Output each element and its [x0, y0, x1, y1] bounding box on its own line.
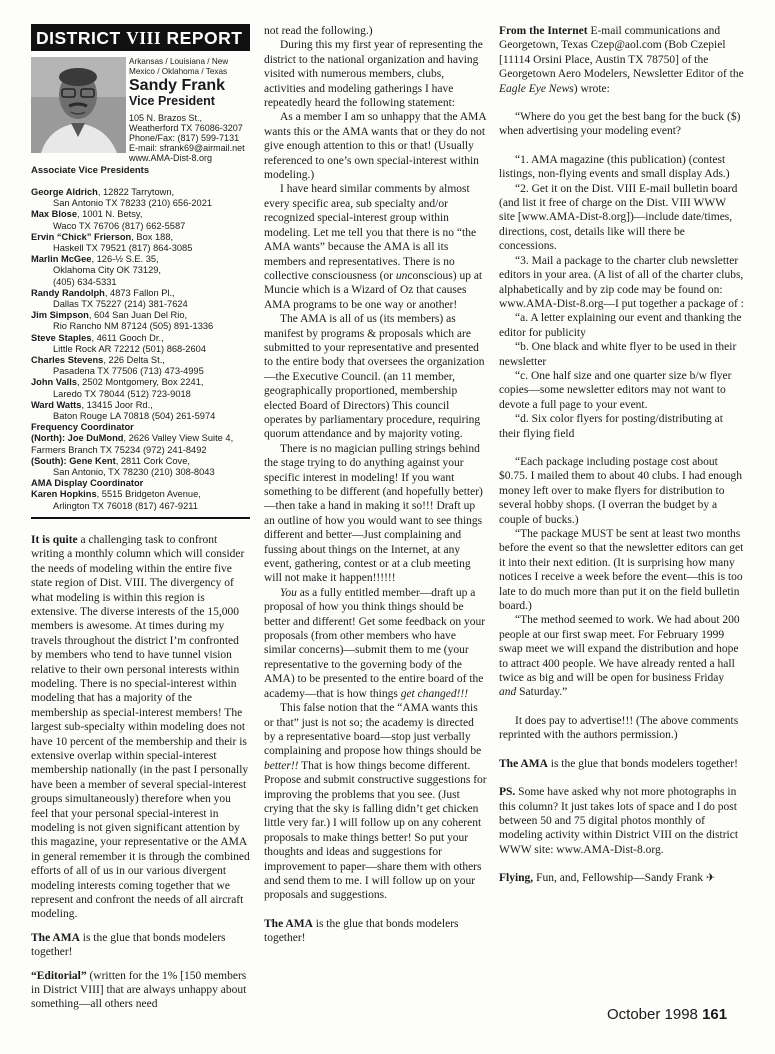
quote-paragraph: “2. Get it on the Dist. VIII E-mail bulletin board (and list it free of charge on the Dist. VIII WWW site [www.AMA-Dist-8.org])—include date/times, directions, cost, details like will there be concessions.: [499, 182, 738, 253]
roster-entry: John Valls, 2502 Montgomery, Box 2241, Laredo TX 78044 (512) 723-9018: [31, 377, 204, 399]
paragraph: I have heard similar comments by almost every specific area, sub specialty and/or recognized special-interest group within modeling. Let me tell you that there is no “the AMA wants” because the AMA is all its members and representatives. There is no collective consciousness (or unconscious) up at Muncie which is a Wizard of Oz that causes AMA programs to be one way or another!: [264, 183, 483, 311]
paragraph: This false notion that the “AMA wants this or that” just is not so; the academy is directed by a representative board—stop just verbally complaining and propose how things should be better!! That is how things become different. Propose and submit constructive suggestions for improving the problems that you see. (Just crying that the sky is falling didn’t get chicken little very far.) I will follow up on any coherent proposals to make things better! So put your thoughts and ideas and suggestions for improvement to paper—share them with others and send them to me. I will follow up on your proposals and suggestions.: [264, 702, 487, 902]
quote-paragraph: “c. One half size and one quarter size b/w flyer copies—some newsletter editors may not want to devote a full page to your event.: [499, 369, 732, 411]
frequency-coordinator: Frequency Coordinator (North): Joe DuMond, 2626 Valley View Suite 4, Farmers Branch TX 75234 (972) 241-8492 (South): Gene Kent, 2811 Cork Cove, San Antonio, TX 78230 (210) 308-8043: [31, 422, 234, 478]
quote-paragraph: “1. AMA magazine (this publication) (contest listings, non-flying events and small display Ads.): [499, 153, 730, 181]
paragraph: During this my first year of representing the district to the national organization and having visited with numerous members, clubs, activities and modeling gatherings I have repeatedly heard the following statement:: [264, 39, 483, 110]
roster-entry: Ervin “Chick” Frierson, Box 188, Haskell TX 79521 (817) 864-3085: [31, 231, 193, 254]
paragraph: The AMA is the glue that bonds modelers together!: [499, 757, 738, 770]
district-states: Arkansas / Louisiana / New Mexico / Oklahoma / Texas: [129, 57, 229, 76]
paragraph: It does pay to advertise!!! (The above comments reprinted with the authors permission.): [499, 714, 739, 742]
vice-president-profile: [31, 55, 250, 161]
roster-entry: Steve Staples, 4611 Gooch Dr., Little Rock AR 72212 (501) 868-2604: [31, 332, 206, 354]
roster-entry: Randy Randolph, 4873 Fallon Pl., Dallas TX 75227 (214) 381-7624: [31, 287, 188, 310]
quote-paragraph: “d. Six color flyers for posting/distributing at their flying field: [499, 413, 723, 440]
column-left-body: [31, 533, 250, 1012]
column-middle: [264, 24, 488, 946]
roster-entry: George Aldrich, 12822 Tarrytown, San Antonio TX 78233 (210) 656-2021: [31, 187, 213, 209]
vice-president-photo: [31, 57, 126, 153]
paragraph: You as a fully entitled member—draft up a proposal of how you think things should be better and different! Get some feedback on your proposals (from other members who have similar concerns)—submit them to me (your representative to the governing body of the AMA) to be presented to the entire board of the academy—that is how things get changed!!!: [264, 586, 486, 700]
paragraph: The AMA is the glue that bonds modelers together!: [31, 931, 226, 959]
vice-president-name: Sandy Frank: [129, 77, 226, 94]
portrait-image: [31, 57, 126, 153]
roster-entry: Charles Stevens, 226 Delta St., Pasadena TX 77506 (713) 473-4995: [31, 355, 204, 377]
paragraph: It is quite a challenging task to confront writing a monthly column which will consider the needs of modeling within the entire five state region of Dist. VIII. The divergency of what modeling is within this region is extensive. The diverse interests of the 15,000 members is awesome. At times during my travels throughout the district I’m confronted by members who tend to have tunnel vision relative to their own personal interests within modeling. There is no special-interest within modeling that has a majority of the membership as special-interest members! The largest sub-specialty within modeling does not have 10 percent of the membership and their is extensive overlap within special-interest membership nationally (in the past I personally have been a member of several special-interest groups simultaneously) therefore when you feel that your personal special-interest in modeling is not given significant attention by this magazine, your representative or the AMA in general remember it is through the combined efforts of all of us in our various divergent modeling interests coming together that we represent and confront the needs of all aircraft modeling.: [31, 533, 250, 921]
paragraph: There is no magician pulling strings behind the stage trying to do anything against your specific interest in modeling! If you want something to be different (and hopefully better)—then take a hand in making it so!!! Draft up an outline of how you would want to see things different and better—Just complaining and fussing about things on the Internet, at any event, gathering, contest or at a club meeting will not make it happen!!!!!!: [264, 442, 483, 585]
column-left: [31, 24, 250, 1012]
roster-entry: Max Blose, 1001 N. Betsy, Waco TX 76706 (817) 662-5587: [31, 209, 186, 231]
roster-entry: Marlin McGee, 126-½ S.E. 35, Oklahoma City OK 73129, (405) 634-5331: [31, 254, 161, 287]
vice-president-contact: 105 N. Brazos St., Weatherford TX 76086-3207 Phone/Fax: (817) 599-7131 E-mail: sfrank69@airmail.net www.AMA-Dist-8.org: [129, 113, 245, 163]
district-report-banner: DISTRICT VIII REPORT: [31, 24, 250, 51]
page-footer: [607, 1006, 727, 1023]
associate-vp-heading: Associate Vice Presidents: [31, 165, 150, 176]
quote-paragraph: “Each package including postage cost about $0.75. I mailed them to about 40 clubs. I had enough money left over to make flyers for distribution to several hobby shops. (I overran the budget by a couple of bucks.): [499, 455, 743, 526]
quote-paragraph: “b. One black and white flyer to be used in their newsletter: [499, 341, 737, 368]
paragraph: The AMA is all of us (its members) as manifest by programs & proposals which are submitted to your representative and presented to the entire body that oversees the organization—the Executive Council. (an 11 member, geographically proportioned, membership elected Board of Directors) This council operates by parliamentary procedure, requiring quorum attendance and by majority voting.: [264, 313, 485, 441]
quote-paragraph: “a. A letter explaining our event and thanking the editor for publicity: [499, 312, 742, 339]
associate-vp-roster: [31, 187, 250, 512]
quote-paragraph: “The method seemed to work. We had about 200 people at our first swap meet. For February 1999 swap meet we will expand the distribution and hope to attract 400 people. We have already rented a hall twice as big and will be open for business Friday and Saturday.”: [499, 614, 740, 699]
column-right: [499, 24, 744, 886]
airplane-icon: ✈: [706, 871, 716, 885]
vice-president-title: Vice President: [129, 94, 215, 108]
section-divider: [31, 517, 250, 519]
display-coordinator: AMA Display Coordinator Karen Hopkins, 5515 Bridgeton Avenue, Arlington TX 76018 (817) 467-9211: [31, 478, 201, 511]
vice-president-info: [129, 57, 250, 163]
page-number: 161: [702, 1006, 728, 1023]
paragraph: As a member I am so unhappy that the AMA wants this or the AMA wants that or they do not give enough attention to this or that! (Usually referenced to one’s own special-interest within modeling.): [264, 111, 487, 182]
paragraph: “Editorial” (written for the 1% [150 members in District VIII] that are always unhappy about something—all others need: [31, 969, 247, 1011]
quote-paragraph: “The package MUST be sent at least two months before the event so that the newsletter editors can get it into their next edition. (It is surprising how many notices I receive a week before the event—this is too late to do much more than put it on the field bulletin board.): [499, 528, 744, 613]
roster-entry: Ward Watts, 13415 Joor Rd., Baton Rouge LA 70818 (504) 261-5974: [31, 399, 216, 422]
paragraph: From the Internet E-mail communications and Georgetown, Texas Czep@aol.com (Bob Czepiel [11114 Orsini Place, Austin TX 78750] of the Georgetown Aero Modelers, Newsletter Editor of the Eagle Eye News) wrote:: [499, 25, 744, 95]
quote-paragraph: “3. Mail a package to the charter club newsletter editors in your area. (A list of all of the charter clubs, alphabetically and by zip code may be found on: www.AMA-Dist-8.org—I put together a package of :: [499, 254, 744, 310]
paragraph: The AMA is the glue that bonds modelers together!: [264, 917, 459, 945]
quote-paragraph: “Where do you get the best bang for the buck ($) when advertising your modeling event?: [499, 111, 741, 138]
signature-line: Flying, Fun, and, Fellowship—Sandy Frank ✈: [499, 871, 716, 885]
issue-date: October 1998: [607, 1006, 703, 1023]
roster-entry: Jim Simpson, 604 San Juan Del Rio, Rio Rancho NM 87124 (505) 891-1336: [31, 310, 214, 332]
postscript: PS. Some have asked why not more photographs in this column? It just takes lots of space and I do post between 50 and 75 digital photos monthly of modeling activity within District VIII on the district WWW site: www.AMA-Dist-8.org.: [499, 786, 739, 856]
paragraph: not read the following.): [264, 25, 373, 37]
